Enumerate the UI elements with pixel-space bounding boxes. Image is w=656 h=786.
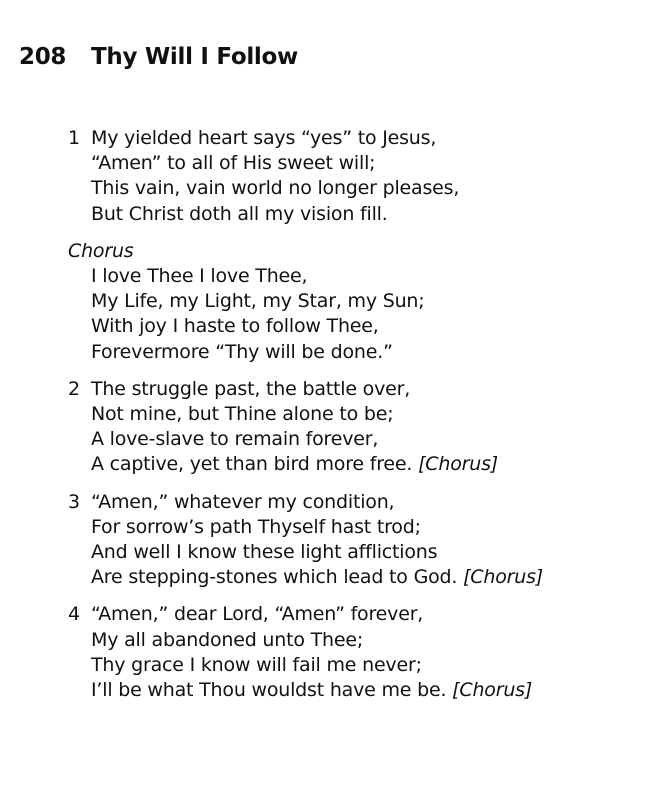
verse-line: But Christ doth all my vision fill.	[91, 202, 388, 225]
verse-line: A love-slave to remain forever,	[91, 428, 379, 451]
chorus-line: With joy I haste to follow Thee,	[91, 315, 379, 338]
chorus-line: Forevermore “Thy will be done.”	[91, 340, 393, 363]
verse-line: Thy grace I know will fail me never;	[91, 653, 422, 676]
hymn-number: 208	[19, 44, 67, 70]
hymn-body	[68, 126, 648, 715]
verse-2	[68, 377, 648, 478]
verse-1	[68, 126, 648, 227]
chorus-reference: [Chorus]	[418, 453, 499, 476]
verse-line-last	[68, 565, 648, 590]
verse-3	[68, 490, 648, 591]
chorus-line: My Life, my Light, my Star, my Sun;	[91, 290, 425, 313]
verse-line: “Amen” to all of His sweet will;	[91, 152, 376, 175]
verse-line: This vain, vain world no longer pleases,	[91, 177, 460, 200]
verse-line-last	[68, 452, 648, 477]
verse-number: 2	[68, 377, 80, 400]
verse-line: The struggle past, the battle over,	[91, 377, 411, 400]
verse-line: “Amen,” dear Lord, “Amen” forever,	[91, 603, 424, 626]
chorus-reference: [Chorus]	[463, 566, 543, 589]
verse-line-last	[68, 678, 648, 703]
verse-line: For sorrow’s path Thyself hast trod;	[91, 515, 421, 538]
verse-line-text: I’ll be what Thou wouldst have me be.	[91, 679, 447, 702]
chorus-reference: [Chorus]	[452, 679, 533, 702]
verse-line: And well I know these light afflictions	[91, 541, 438, 564]
verse-number: 1	[68, 127, 80, 149]
verse-line: Not mine, but Thine alone to be;	[91, 403, 394, 426]
hymn-title: Thy Will I Follow	[91, 44, 298, 70]
verse-line: My all abandoned unto Thee;	[91, 628, 364, 651]
chorus	[68, 239, 648, 365]
verse-4	[68, 602, 648, 703]
verse-number: 4	[68, 603, 80, 626]
verse-line: “Amen,” whatever my condition,	[91, 490, 395, 513]
verse-line-text: A captive, yet than bird more free.	[91, 453, 413, 476]
verse-number: 3	[68, 490, 80, 513]
hymn-header	[19, 44, 298, 70]
chorus-label: Chorus	[68, 239, 134, 262]
chorus-line: I love Thee I love Thee,	[91, 265, 308, 288]
verse-line: My yielded heart says “yes” to Jesus,	[91, 127, 437, 149]
verse-line-text: Are stepping-stones which lead to God.	[91, 566, 458, 589]
